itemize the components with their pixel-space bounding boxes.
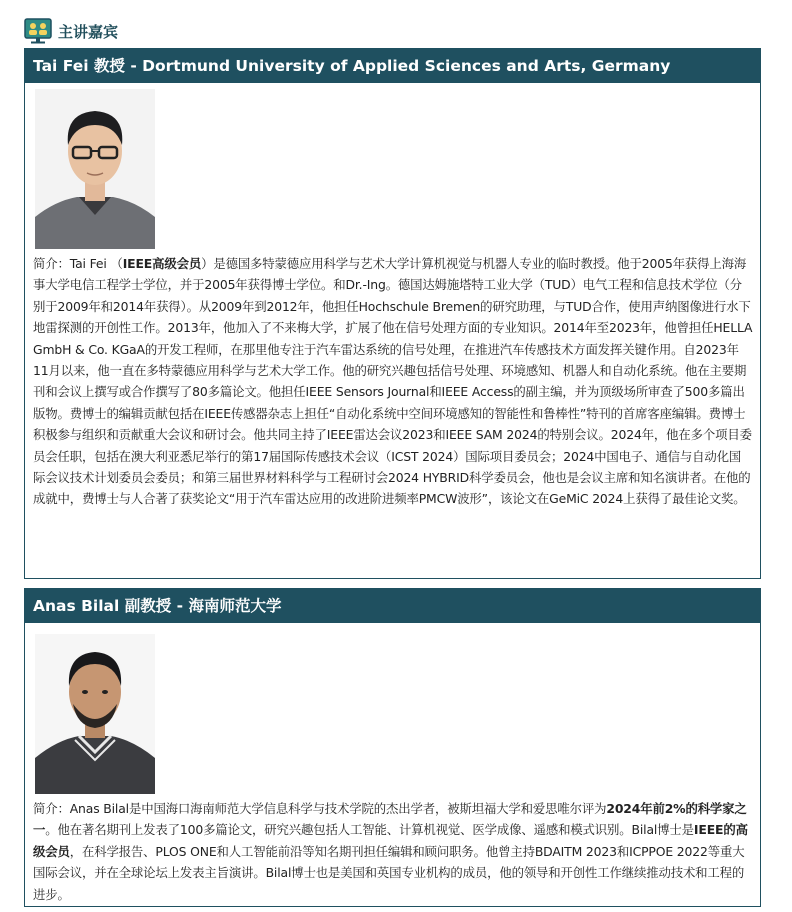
speaker-heading: Anas Bilal 副教授 - 海南师范大学 bbox=[25, 589, 760, 623]
bio-text: ）是德国多特蒙德应用科学与艺术大学计算机视觉与机器人专业的临时教授。他于2005年获得上海海事大学电信工程学士学位，并于2005年获得博士学位。和Dr.-Ing。德国达姆施塔特工业大学（TUD）电气工程和信息技术学位（分别于2009年和2014年获得）。从2009年到2012年，他担任Hochschule Bremen的研究助理，与TUD合作，使用声纳图像进行水下地雷探测的开创性工作。2013年，他加入了不来梅大学，扩展了他在信号处理方面的专业知识。2014年至2023年，他曾担任HELLA GmbH & Co. KGaA的开发工程师，在那里他专注于汽车雷达系统的信号处理，在推进汽车传感技术方面发挥关键作用。自2023年11月以来，他一直在多特蒙德应用科学与艺术大学工作。他的研究兴趣包括信号处理、环境感知、机器人和自动化系统。他在主要期刊和会议上撰写或合作撰写了80多篇论文。他担任IEEE Sensors Journal和IEEE Access的副主编，并为顶级场所审查了500多篇出版物。费博士的编辑贡献包括在IEEE传感器杂志上担任“自动化系统中空间环境感知的智能性和鲁棒性”特刊的首席客座编辑。费博士积极参与组织和贡献重大会议和研讨会。他共同主持了IEEE雷达会议2023和IEEE SAM 2024的特别会议。2024年，他在多个项目委员会任职，包括在澳大利亚悉尼举行的第17届国际传感技术会议（ICST 2024）国际项目委员会；2024中国电子、通信与自动化国际会议技术计划委员会委员；和第三届世界材料科学与工程研讨会2024 HYBRID科学委员会，他也是会议主席和知名演讲者。在他的成就中，费博士与人合著了获奖论文“用于汽车雷达应用的改进阶进频率PMCW波形”，该论文在GeMiC 2024上获得了最佳论文奖。 bbox=[33, 256, 753, 507]
bio-text: ，在科学报告、PLOS ONE和人工智能前沿等知名期刊担任编辑和顾问职务。他曾主持BDAITM 2023和ICPPOE 2022等重大国际会议，并在全球论坛上发表主旨演讲。Bilal博士也是美国和英国专业机构的成员，他的领导和开创性工作继续推动技术和工程的进步。 bbox=[33, 843, 745, 902]
speaker-card bbox=[24, 48, 761, 579]
speaker-photo bbox=[35, 634, 155, 794]
bio-highlight: 2024年前2%的科学家之一 bbox=[33, 801, 747, 838]
section-title: 主讲嘉宾 bbox=[58, 22, 119, 41]
speaker-card bbox=[24, 588, 761, 907]
presentation-board-icon bbox=[24, 18, 52, 44]
section-header bbox=[24, 18, 118, 44]
speaker-photo bbox=[35, 89, 155, 249]
bio-highlight: IEEE高级会员 bbox=[122, 256, 202, 271]
speaker-bio bbox=[33, 253, 753, 510]
bio-text: 简介：Anas Bilal是中国海口海南师范大学信息科学与技术学院的杰出学者，被斯坦福大学和爱思唯尔评为 bbox=[33, 801, 607, 816]
bio-text: 简介：Tai Fei （ bbox=[33, 256, 123, 271]
bio-highlight: IEEE的高级会员 bbox=[33, 822, 748, 859]
speaker-heading: Tai Fei 教授 - Dortmund University of Applied Sciences and Arts, Germany bbox=[25, 49, 760, 83]
bio-text: 。他在著名期刊上发表了100多篇论文，研究兴趣包括人工智能、计算机视觉、医学成像、遥感和模式识别。Bilal博士是 bbox=[45, 822, 694, 838]
speaker-bio bbox=[33, 798, 753, 905]
